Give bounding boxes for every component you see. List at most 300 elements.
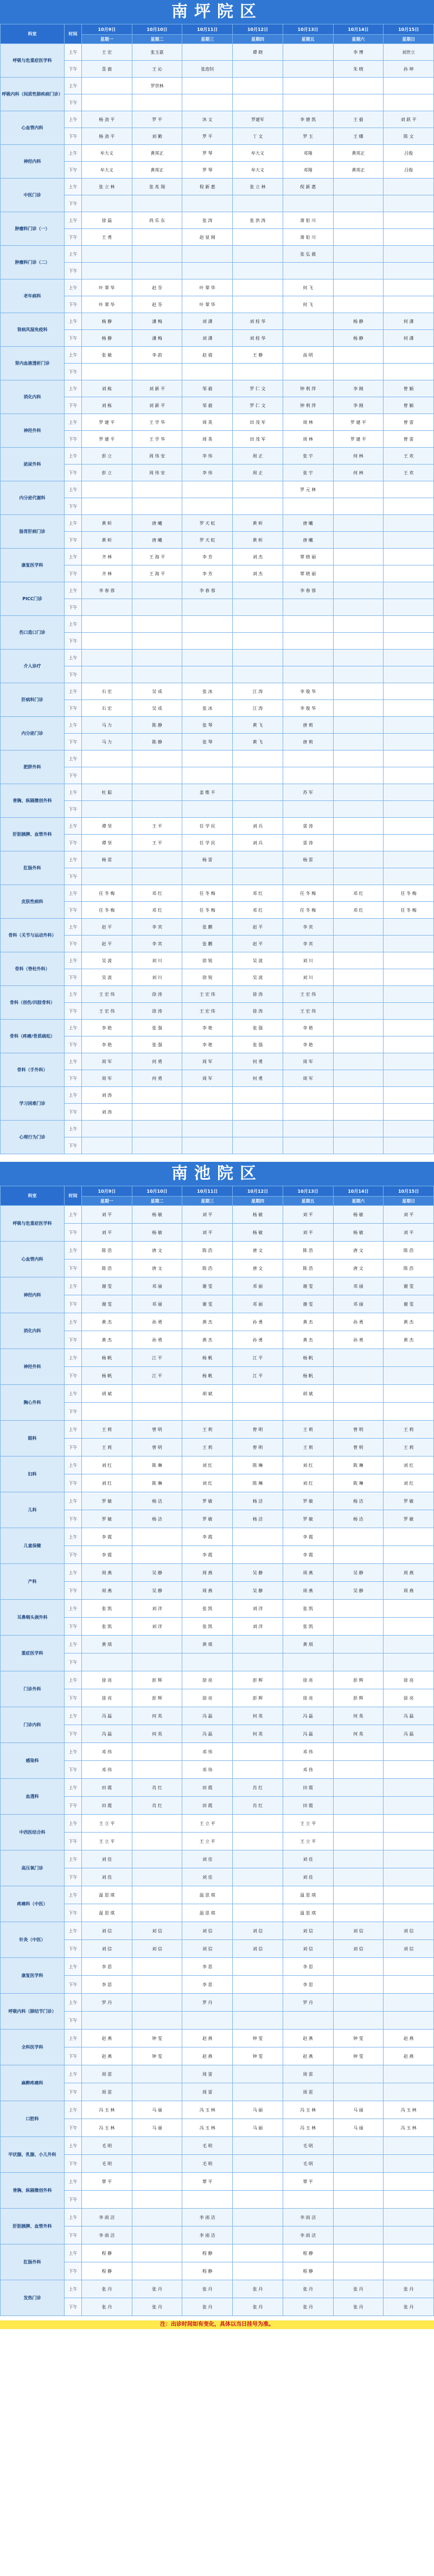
doctor-cell: [384, 515, 434, 532]
doctor-cell: [384, 498, 434, 515]
table-row: [1, 784, 434, 801]
table-row: [1, 767, 434, 784]
doctor-cell: 杨 静: [333, 330, 384, 347]
table-row: [1, 616, 434, 633]
doctor-cell: 钟 利 萍: [283, 397, 333, 414]
period-label: 上午: [65, 885, 82, 902]
doctor-cell: 刘 红: [182, 1474, 233, 1492]
doctor-cell: [333, 919, 384, 936]
doctor-cell: [384, 936, 434, 952]
period-label: 下午: [65, 465, 82, 481]
period-label: 下午: [65, 2191, 82, 2209]
doctor-cell: [384, 1053, 434, 1070]
table-row: [1, 195, 434, 212]
doctor-cell: 王 平: [132, 818, 182, 835]
doctor-cell: 刘 佳: [182, 1850, 233, 1868]
doctor-cell: 杨 敏: [132, 1224, 182, 1242]
doctor-cell: 杨 洁: [233, 1510, 283, 1528]
period-label: 下午: [65, 835, 82, 851]
doctor-cell: 赵 燕: [283, 2030, 333, 2047]
doctor-cell: 赵 燕: [82, 2047, 132, 2065]
doctor-cell: [233, 2012, 283, 2030]
doctor-cell: 李 思: [82, 1976, 132, 1994]
campus-north-body: [1, 44, 434, 1154]
doctor-cell: [283, 767, 333, 784]
doctor-cell: [384, 2191, 434, 2209]
period-label: 下午: [65, 2262, 82, 2280]
doctor-cell: 徐 亮: [283, 1689, 333, 1707]
doctor-cell: [283, 750, 333, 767]
doctor-cell: 罗 丹: [283, 1994, 333, 2012]
date-header: 10月15日: [384, 1186, 434, 1197]
doctor-cell: 邓 伟: [82, 1743, 132, 1761]
table-row: [1, 650, 434, 666]
doctor-cell: 田 霞: [182, 1797, 233, 1815]
doctor-cell: 唐 文: [233, 1242, 283, 1260]
doctor-cell: [283, 801, 333, 818]
doctor-cell: 刘 信: [283, 1940, 333, 1958]
doctor-cell: 刘 信: [82, 1922, 132, 1940]
doctor-cell: [182, 599, 233, 616]
doctor-cell: [132, 582, 182, 599]
doctor-cell: 刘 佳: [82, 1868, 132, 1886]
doctor-cell: [333, 2244, 384, 2262]
doctor-cell: [384, 767, 434, 784]
doctor-cell: 刘 佳: [283, 1868, 333, 1886]
table-row: [1, 364, 434, 380]
doctor-cell: [132, 666, 182, 683]
doctor-cell: [384, 565, 434, 582]
doctor-cell: [233, 1636, 283, 1653]
doctor-cell: 何 飞: [283, 279, 333, 296]
doctor-cell: [82, 2012, 132, 2030]
doctor-cell: [82, 364, 132, 380]
doctor-cell: 钟 雯: [132, 2030, 182, 2047]
doctor-cell: 陈 琳: [233, 1474, 283, 1492]
doctor-cell: 王 毅: [333, 111, 384, 128]
doctor-cell: 钟 雯: [233, 2030, 283, 2047]
doctor-cell: [333, 969, 384, 986]
doctor-cell: 李 霞: [82, 1528, 132, 1546]
doctor-cell: [384, 1003, 434, 1020]
doctor-cell: [333, 1600, 384, 1618]
doctor-cell: 赵 燕: [182, 2030, 233, 2047]
doctor-cell: [233, 666, 283, 683]
doctor-cell: 黄 琪: [283, 1636, 333, 1653]
doctor-cell: 冯 磊: [182, 1725, 233, 1743]
doctor-cell: 毛 明: [182, 2155, 233, 2173]
doctor-cell: 王 宏 伟: [283, 986, 333, 1003]
table-row: [1, 1349, 434, 1367]
period-label: 下午: [65, 532, 82, 549]
doctor-cell: 吴 波: [233, 969, 283, 986]
doctor-cell: 王 欢: [384, 448, 434, 465]
doctor-cell: [132, 650, 182, 666]
table-row: [1, 1206, 434, 1224]
doctor-cell: 杨 雷: [182, 851, 233, 868]
date-header: 10月14日: [333, 1186, 384, 1197]
doctor-cell: [132, 195, 182, 212]
doctor-cell: 马 丽: [233, 2101, 283, 2119]
doctor-cell: 张 宇: [283, 465, 333, 481]
doctor-cell: 钟 雯: [333, 2047, 384, 2065]
doctor-cell: 李 韵: [132, 347, 182, 364]
doctor-cell: [132, 851, 182, 868]
doctor-cell: 刘 兵: [233, 835, 283, 851]
table-row: [1, 414, 434, 431]
doctor-cell: [333, 1070, 384, 1087]
period-label: 下午: [65, 1725, 82, 1743]
doctor-cell: 刘 佳: [283, 1850, 333, 1868]
doctor-cell: [333, 1403, 384, 1421]
doctor-cell: 江 平: [233, 1367, 283, 1385]
period-label: 下午: [65, 330, 82, 347]
doctor-cell: [333, 94, 384, 111]
dept-name: 内分泌门诊: [1, 717, 65, 750]
doctor-cell: 陈 琳: [132, 1456, 182, 1474]
table-row: [1, 61, 434, 78]
table-row: [1, 263, 434, 279]
doctor-cell: [283, 61, 333, 78]
doctor-cell: 覃 平: [182, 2173, 233, 2191]
doctor-cell: [132, 1743, 182, 1761]
doctor-cell: 刘 信: [132, 1922, 182, 1940]
doctor-cell: [182, 2012, 233, 2030]
doctor-cell: 吴 静: [333, 1564, 384, 1582]
doctor-cell: 邓 伟: [82, 1761, 132, 1779]
period-label: 下午: [65, 1260, 82, 1277]
period-label: 上午: [65, 380, 82, 397]
doctor-cell: [333, 195, 384, 212]
doctor-cell: [384, 1833, 434, 1850]
doctor-cell: 王 立 平: [82, 1815, 132, 1833]
doctor-cell: [233, 2209, 283, 2227]
doctor-cell: [384, 1528, 434, 1546]
table-row: [1, 296, 434, 313]
dept-name: 肝病科门诊: [1, 683, 65, 717]
doctor-cell: 刘 杰: [233, 565, 283, 582]
doctor-cell: 周 军: [182, 1053, 233, 1070]
doctor-cell: [182, 481, 233, 498]
weekday-header: 星期一: [82, 1197, 132, 1206]
doctor-cell: 孙 勇: [233, 1313, 283, 1331]
period-label: 下午: [65, 1295, 82, 1313]
doctor-cell: 刘 信: [333, 1940, 384, 1958]
doctor-cell: 邓翔: [283, 145, 333, 162]
doctor-cell: 张 鹏: [182, 936, 233, 952]
doctor-cell: 彭 辉: [233, 1689, 283, 1707]
doctor-cell: 程 静: [283, 2244, 333, 2262]
doctor-cell: [283, 1104, 333, 1121]
doctor-cell: [384, 1087, 434, 1104]
period-label: 下午: [65, 1940, 82, 1958]
period-label: 上午: [65, 1600, 82, 1618]
doctor-cell: 陈 琳: [233, 1456, 283, 1474]
doctor-cell: [283, 666, 333, 683]
table-row: [1, 1367, 434, 1385]
doctor-cell: [333, 1104, 384, 1121]
period-label: 上午: [65, 784, 82, 801]
doctor-cell: [333, 1036, 384, 1053]
table-row: [1, 1761, 434, 1779]
doctor-cell: [132, 1833, 182, 1850]
doctor-cell: 彭 辉: [333, 1689, 384, 1707]
doctor-cell: 冯 玉 林: [384, 2119, 434, 2137]
table-row: [1, 1671, 434, 1689]
table-row: [1, 2012, 434, 2030]
dept-name: 重症医学科: [1, 1636, 65, 1671]
doctor-cell: 李 春 蓉: [182, 582, 233, 599]
doctor-cell: 张 凯: [182, 1618, 233, 1636]
doctor-cell: [233, 1868, 283, 1886]
doctor-cell: 罗 敏: [283, 1492, 333, 1510]
date-header: 10月9日: [82, 1186, 132, 1197]
weekday-header: 星期六: [333, 35, 384, 44]
doctor-cell: [132, 263, 182, 279]
doctor-cell: [333, 515, 384, 532]
doctor-cell: 毛 明: [283, 2155, 333, 2173]
doctor-cell: 刘 杰: [233, 549, 283, 565]
period-label: 下午: [65, 969, 82, 986]
date-header: 10月9日: [82, 24, 132, 35]
dept-name: PICC门诊: [1, 582, 65, 616]
doctor-cell: [283, 498, 333, 515]
campus-south-table: [0, 1186, 434, 2316]
table-row: [1, 2119, 434, 2137]
doctor-cell: [333, 1546, 384, 1564]
doctor-cell: 钟 雯: [233, 2047, 283, 2065]
doctor-cell: [132, 1850, 182, 1868]
doctor-cell: 杨 雷: [82, 851, 132, 868]
doctor-cell: 唐 曦: [132, 532, 182, 549]
doctor-cell: 刘 红: [82, 1474, 132, 1492]
table-row: [1, 1636, 434, 1653]
doctor-cell: 杨 帆: [82, 1367, 132, 1385]
period-label: 上午: [65, 111, 82, 128]
doctor-cell: 黄 杰: [182, 1331, 233, 1349]
doctor-cell: [132, 2137, 182, 2155]
doctor-cell: [384, 1618, 434, 1636]
doctor-cell: 唐 文: [333, 1242, 384, 1260]
doctor-cell: 王 立 平: [82, 1833, 132, 1850]
doctor-cell: 罗 丹: [82, 1994, 132, 2012]
doctor-cell: 王 立 平: [283, 1815, 333, 1833]
doctor-cell: [182, 666, 233, 683]
doctor-cell: 邓 丽: [132, 1295, 182, 1313]
doctor-cell: [182, 94, 233, 111]
table-row: [1, 1070, 434, 1087]
period-label: 上午: [65, 952, 82, 969]
doctor-cell: [384, 212, 434, 229]
doctor-cell: [333, 279, 384, 296]
doctor-cell: 张 涛: [182, 212, 233, 229]
period-label: 上午: [65, 1121, 82, 1137]
doctor-cell: 杨 雷: [283, 851, 333, 868]
dept-name: 内分泌代谢科: [1, 481, 65, 515]
table-row: [1, 1707, 434, 1725]
dept-name: 普胸、纵隔微创外科: [1, 784, 65, 818]
table-row: [1, 1439, 434, 1456]
period-label: 下午: [65, 1070, 82, 1087]
doctor-cell: 张 丹: [82, 2298, 132, 2316]
doctor-cell: [333, 1815, 384, 1833]
doctor-cell: 刘 平: [82, 1224, 132, 1242]
doctor-cell: 李 艳: [283, 1036, 333, 1053]
doctor-cell: 李 博: [333, 44, 384, 61]
doctor-cell: 张 琴: [182, 734, 233, 750]
doctor-cell: 李 思: [283, 1976, 333, 1994]
doctor-cell: 肖 红: [132, 1797, 182, 1815]
doctor-cell: 唐 文: [132, 1260, 182, 1277]
doctor-cell: 杨 敏: [333, 1224, 384, 1242]
table-row: [1, 2137, 434, 2155]
period-label: 下午: [65, 498, 82, 515]
doctor-cell: 张 强: [132, 1020, 182, 1036]
period-label: 上午: [65, 2030, 82, 2047]
doctor-cell: [132, 1761, 182, 1779]
doctor-cell: 赵 平: [82, 919, 132, 936]
doctor-cell: 刘 洋: [233, 1600, 283, 1618]
doctor-cell: 张泡钊: [182, 61, 233, 78]
table-row: [1, 1403, 434, 1421]
doctor-cell: 谢 雯: [283, 1277, 333, 1295]
doctor-cell: 牟大义: [233, 162, 283, 179]
doctor-cell: 黄 琪: [82, 1636, 132, 1653]
period-label: 下午: [65, 1104, 82, 1121]
doctor-cell: 李 刚: [333, 397, 384, 414]
weekday-header: 星期二: [132, 35, 182, 44]
table-row: [1, 1958, 434, 1976]
table-row: [1, 2173, 434, 2191]
doctor-cell: 刘 信: [283, 1922, 333, 1940]
period-label: 下午: [65, 397, 82, 414]
period-label: 上午: [65, 1779, 82, 1797]
table-row: [1, 246, 434, 263]
period-label: 上午: [65, 1922, 82, 1940]
doctor-cell: [82, 263, 132, 279]
doctor-cell: [283, 599, 333, 616]
period-label: 上午: [65, 414, 82, 431]
table-row: [1, 1940, 434, 1958]
table-row: [1, 481, 434, 498]
table-row: [1, 111, 434, 128]
doctor-cell: [233, 1403, 283, 1421]
doctor-cell: [182, 263, 233, 279]
doctor-cell: 刘 信: [182, 1922, 233, 1940]
doctor-cell: 张 强: [233, 1020, 283, 1036]
doctor-cell: 张 冰: [182, 683, 233, 700]
doctor-cell: 李 艳: [82, 1036, 132, 1053]
doctor-cell: [132, 229, 182, 246]
period-label: 下午: [65, 1474, 82, 1492]
doctor-cell: [82, 498, 132, 515]
period-label: 上午: [65, 212, 82, 229]
doctor-cell: [82, 2191, 132, 2209]
period-label: 下午: [65, 1003, 82, 1020]
doctor-cell: [384, 582, 434, 599]
doctor-cell: 任 冬 梅: [384, 902, 434, 919]
doctor-cell: [283, 1121, 333, 1137]
doctor-cell: 彭 辉: [132, 1689, 182, 1707]
doctor-cell: 邓 丽: [333, 1277, 384, 1295]
doctor-cell: 刘 信: [333, 1922, 384, 1940]
weekday-header: 星期日: [384, 1197, 434, 1206]
doctor-cell: 叶 翠 华: [182, 279, 233, 296]
period-label: 下午: [65, 1439, 82, 1456]
doctor-cell: [384, 2227, 434, 2244]
doctor-cell: [182, 498, 233, 515]
doctor-cell: [384, 296, 434, 313]
period-label: 下午: [65, 263, 82, 279]
doctor-cell: 钟 雯: [132, 2047, 182, 2065]
doctor-cell: 萧 钜 川: [283, 229, 333, 246]
doctor-cell: [233, 1104, 283, 1121]
dept-name: 神经外科: [1, 1349, 65, 1385]
weekday-header: 星期一: [82, 35, 132, 44]
doctor-cell: 邓 红: [132, 885, 182, 902]
doctor-cell: [82, 616, 132, 633]
doctor-cell: 周 燕: [182, 1564, 233, 1582]
doctor-cell: 孙 勇: [132, 1331, 182, 1349]
doctor-cell: [384, 2209, 434, 2227]
doctor-cell: [283, 330, 333, 347]
table-row: [1, 1653, 434, 1671]
doctor-cell: [384, 2012, 434, 2030]
doctor-cell: [333, 246, 384, 263]
period-label: 上午: [65, 1242, 82, 1260]
doctor-cell: [132, 1886, 182, 1904]
doctor-cell: 邓 丽: [132, 1277, 182, 1295]
doctor-cell: [333, 582, 384, 599]
doctor-cell: 冯 磊: [384, 1707, 434, 1725]
period-label: 上午: [65, 1421, 82, 1439]
period-label: 上午: [65, 515, 82, 532]
table-row: [1, 2280, 434, 2298]
doctor-cell: 唐 莉: [283, 734, 333, 750]
doctor-cell: [384, 1850, 434, 1868]
campus-north-table: [0, 24, 434, 1154]
doctor-cell: [132, 364, 182, 380]
table-row: [1, 1850, 434, 1868]
doctor-cell: 何 勇: [132, 1053, 182, 1070]
doctor-cell: [82, 666, 132, 683]
period-label: 上午: [65, 2137, 82, 2155]
doctor-cell: 沐 文: [182, 111, 233, 128]
doctor-cell: 曾 明: [333, 1421, 384, 1439]
doctor-cell: 田 霞: [182, 1779, 233, 1797]
doctor-cell: 程 静: [82, 2262, 132, 2280]
doctor-cell: 田 茂 军: [233, 431, 283, 448]
doctor-cell: [132, 2227, 182, 2244]
doctor-cell: [233, 650, 283, 666]
doctor-cell: 刘 涛: [82, 1087, 132, 1104]
dept-name: 耳鼻咽头颈外科: [1, 1600, 65, 1636]
doctor-cell: 吴 静: [333, 1582, 384, 1600]
doctor-cell: [333, 1797, 384, 1815]
doctor-cell: 赵 芬: [132, 279, 182, 296]
table-row: [1, 1277, 434, 1295]
doctor-cell: [384, 78, 434, 94]
doctor-cell: [384, 279, 434, 296]
doctor-cell: 马 力: [82, 734, 132, 750]
doctor-cell: 李 雨 洁: [82, 2227, 132, 2244]
table-row: [1, 2047, 434, 2065]
doctor-cell: [384, 1546, 434, 1564]
doctor-cell: [233, 2227, 283, 2244]
doctor-cell: 冯 磊: [384, 1725, 434, 1743]
period-label: 下午: [65, 2012, 82, 2030]
table-row: [1, 1582, 434, 1600]
